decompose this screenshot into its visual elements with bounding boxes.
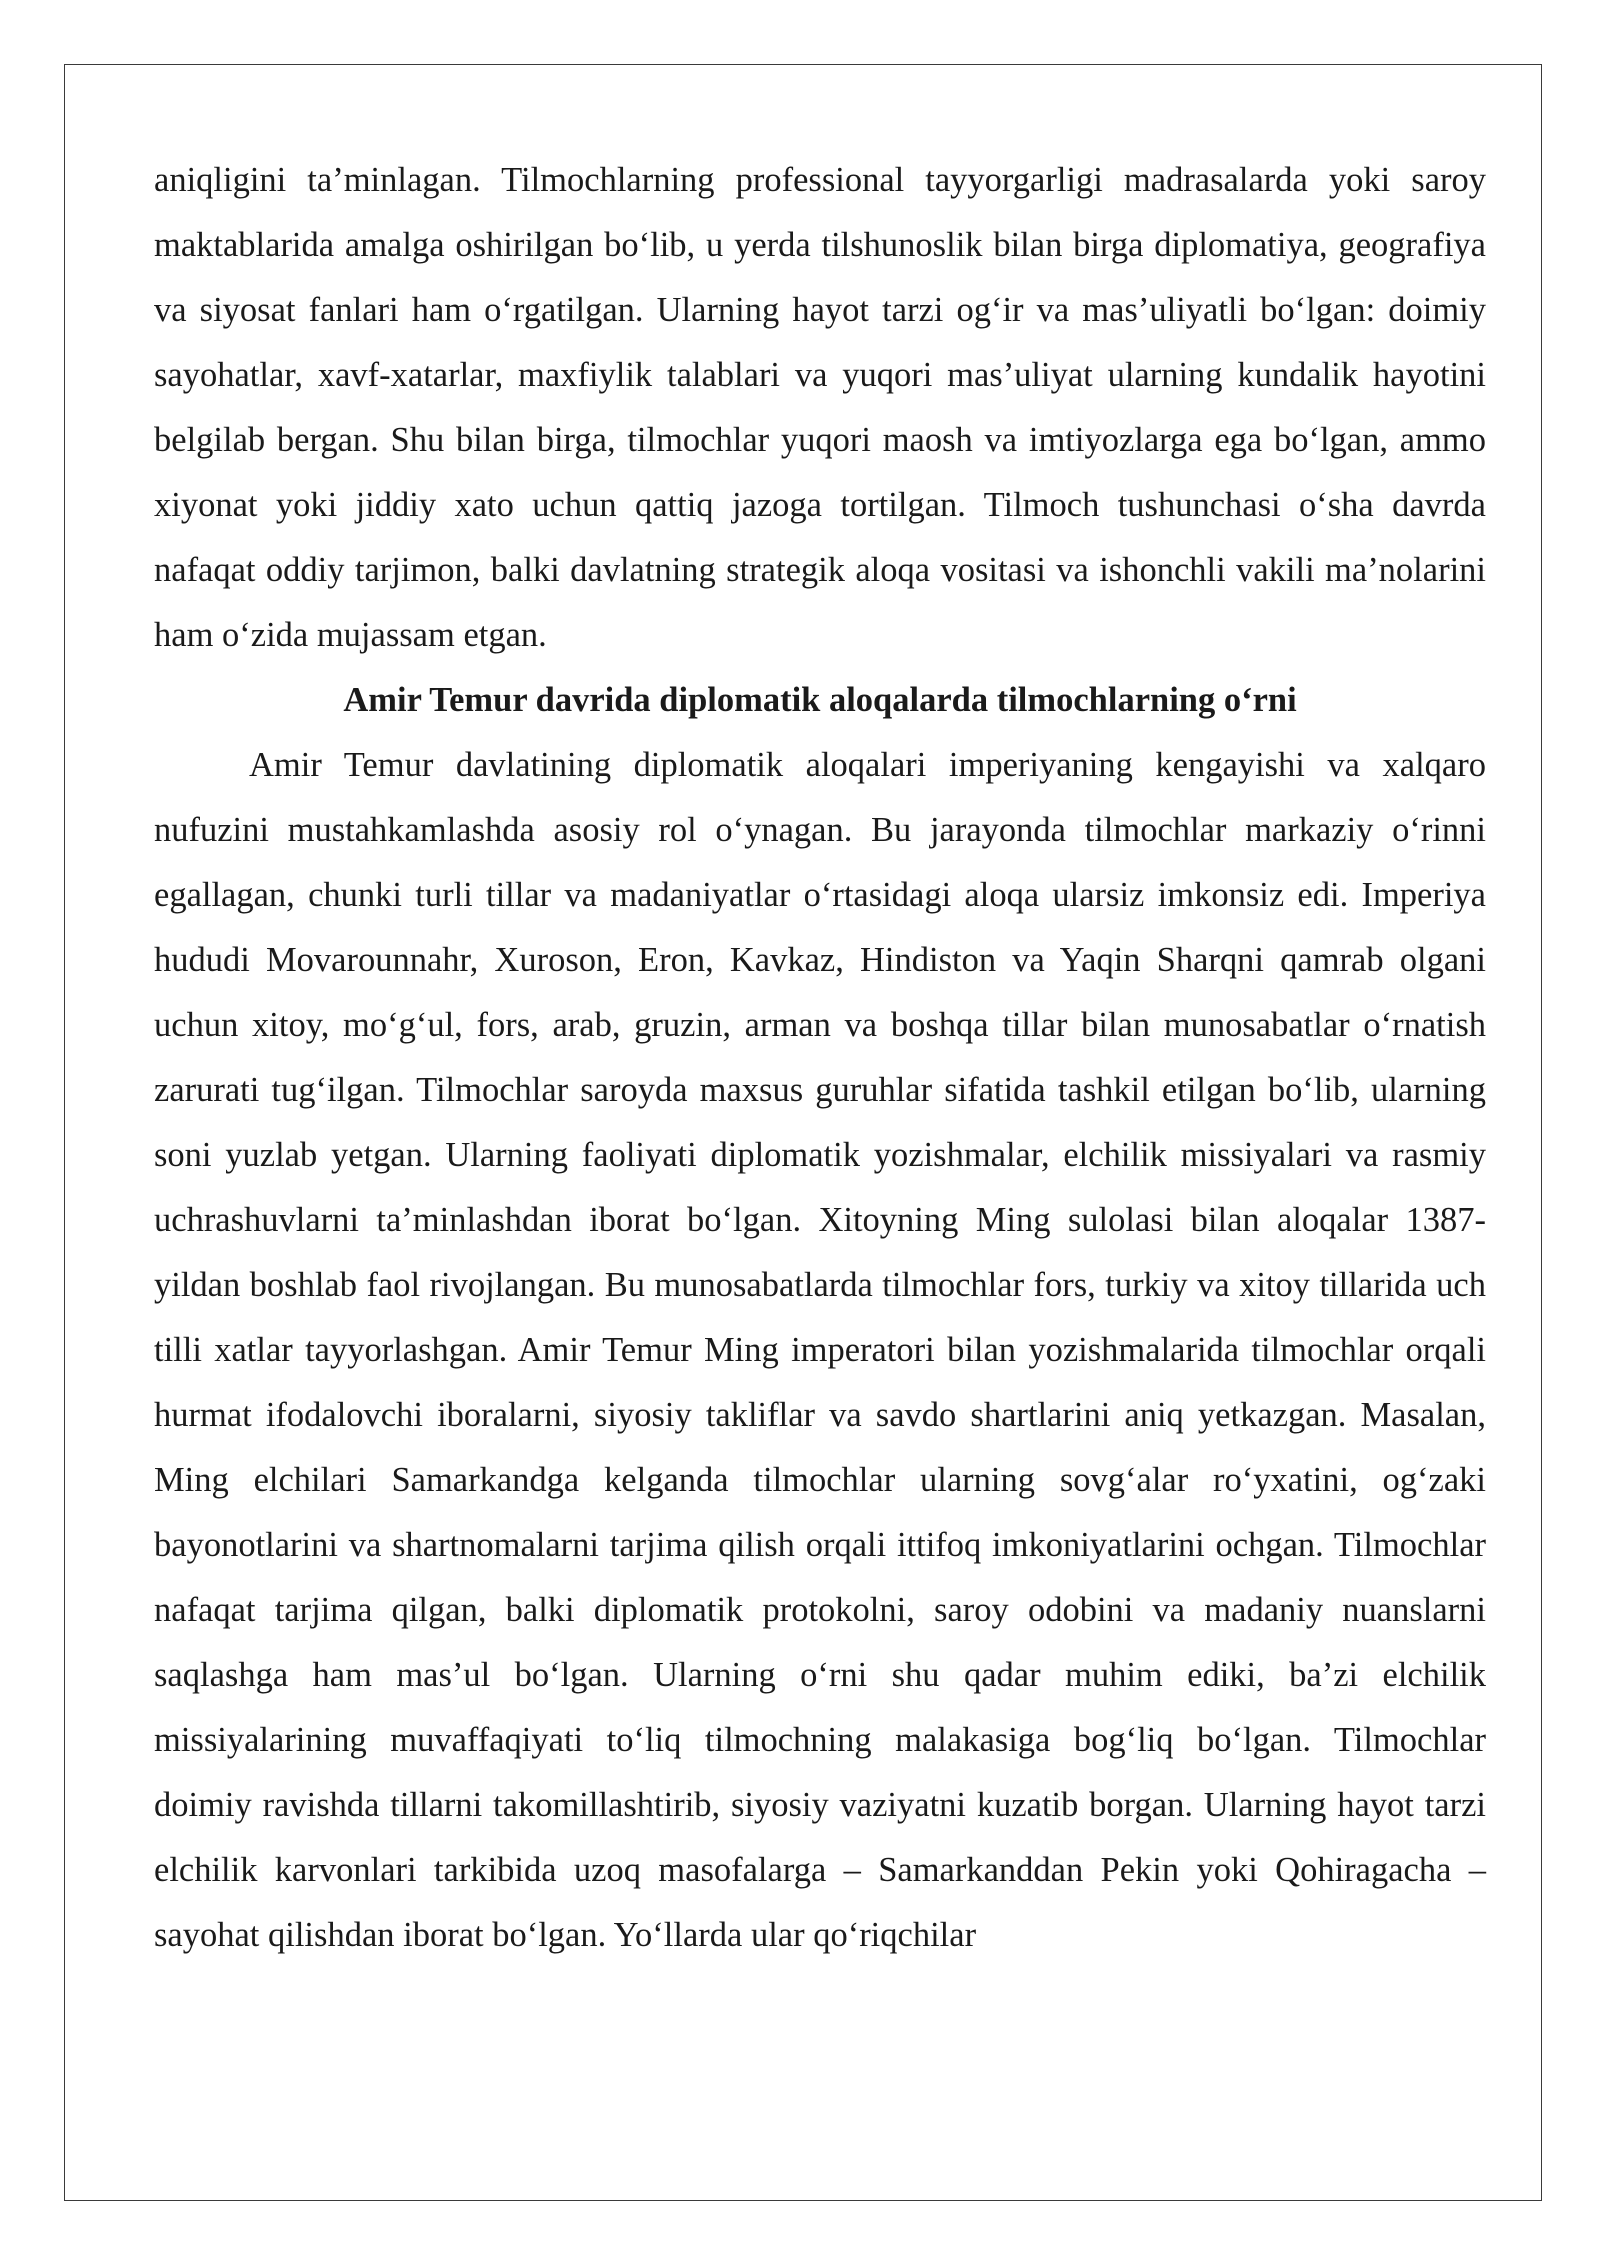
paragraph-main: Amir Temur davlatining diplomatik aloqalari imperiyaning kengayishi va xalqaro nufuzini mustahkamlashda asosiy rol o‘ynagan. Bu jarayonda tilmochlar markaziy o‘rinni egallagan, chunki turli tillar va madaniyatlar o‘rtasidagi aloqa ularsiz imkonsiz edi. Imperiya hududi Movarounnahr, Xuroson, Eron, Kavkaz, Hindiston va Yaqin Sharqni qamrab olgani uchun xitoy, mo‘g‘ul, fors, arab, gruzin, arman va boshqa tillar bilan munosabatlar o‘rnatish zarurati tug‘ilgan. Tilmochlar saroyda maxsus guruhlar sifatida tashkil etilgan bo‘lib, ularning soni yuzlab yetgan. Ularning faoliyati diplomatik yozishmalar, elchilik missiyalari va rasmiy uchrashuvlarni ta’minlashdan iborat bo‘lgan. Xitoyning Ming sulolasi bilan aloqalar 1387-yildan boshlab faol rivojlangan. Bu munosabatlarda tilmochlar fors, turkiy va xitoy tillarida uch tilli xatlar tayyorlashgan. Amir Temur Ming imperatori bilan yozishmalarida tilmochlar orqali hurmat ifodalovchi iboralarni, siyosiy takliflar va savdo shartlarini aniq yetkazgan. Masalan, Ming elchilari Samarkandga kelganda tilmochlar ularning sovg‘alar ro‘yxatini, og‘zaki bayonotlarini va shartnomalarni tarjima qilish orqali ittifoq imkoniyatlarini ochgan. Tilmochlar nafaqat tarjima qilgan, balki diplomatik protokolni, saroy odobini va madaniy nuanslarni saqlashga ham mas’ul bo‘lgan. Ularning o‘rni shu qadar muhim ediki, ba’zi elchilik missiyalarining muvaffaqiyati to‘liq tilmochning malakasiga bog‘liq bo‘lgan. Tilmochlar doimiy ravishda tillarni takomillashtirib, siyosiy vaziyatni kuzatib borgan. Ularning hayot tarzi elchilik karvonlari tarkibida uzoq masofalarga – Samarkanddan Pekin yoki Qohiragacha – sayohat qilishdan iborat bo‘lgan. Yo‘llarda ular qo‘riqchilar [154,746,1486,1954]
section-heading: Amir Temur davrida diplomatik aloqalarda tilmochlarning o‘rni [343,681,1297,719]
paragraph-continued: aniqligini ta’minlagan. Tilmochlarning professional tayyorgarligi madrasalarda yoki saroy maktablarida amalga oshirilgan bo‘lib, u yerda tilshunoslik bilan birga diplomatiya, geografiya va siyosat fanlari ham o‘rgatilgan. Ularning hayot tarzi og‘ir va mas’uliyatli bo‘lgan: doimiy sayohatlar, xavf-xatarlar, maxfiylik talablari va yuqori mas’uliyat ularning kundalik hayotini belgilab bergan. Shu bilan birga, tilmochlar yuqori maosh va imtiyozlarga ega bo‘lgan, ammo xiyonat yoki jiddiy xato uchun qattiq jazoga tortilgan. Tilmoch tushunchasi o‘sha davrda nafaqat oddiy tarjimon, balki davlatning strategik aloqa vositasi va ishonchli vakili ma’nolarini ham o‘zida mujassam etgan. [154,161,1486,654]
document-body [154,148,1486,1968]
